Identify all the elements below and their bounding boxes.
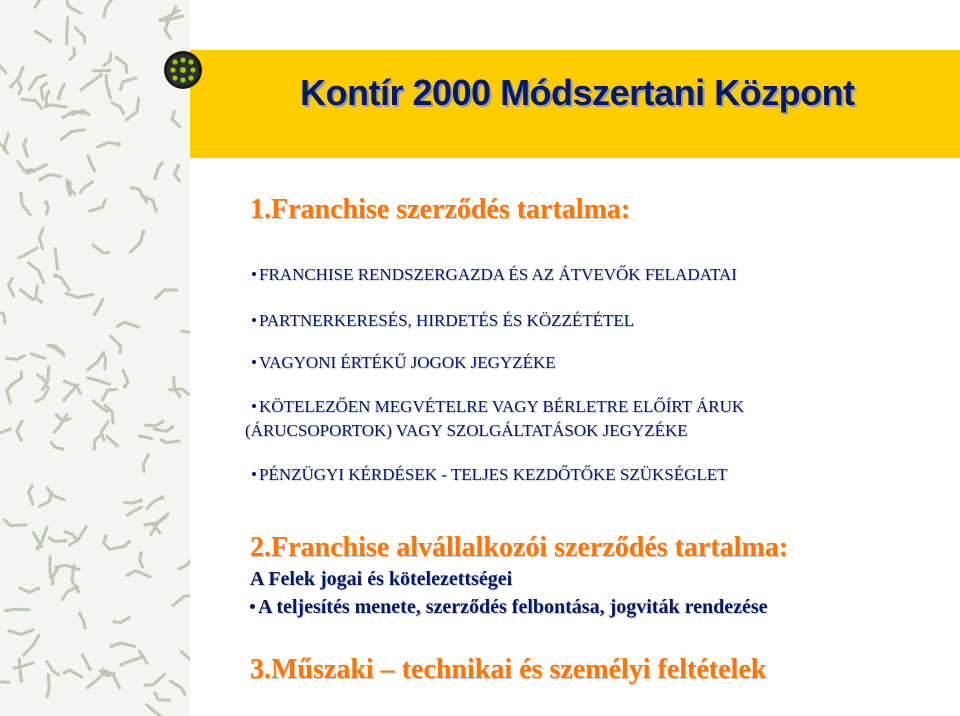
section2-bullet-line: A teljesítés menete, szerződés felbontása, jogviták rendezése	[250, 596, 768, 619]
section1-heading: 1.Franchise szerződés tartalma:	[250, 194, 631, 225]
bullet-dot	[252, 404, 256, 408]
bullet-dot	[252, 472, 256, 476]
content-area	[236, 168, 948, 713]
section3-heading: 3.Műszaki – technikai és személyi feltételek	[250, 654, 767, 685]
section2-heading: 2.Franchise alvállalkozói szerződés tartalma:	[250, 532, 789, 563]
list-item: FRANCHISE RENDSZERGAZDA ÉS AZ ÁTVEVŐK FELADATAI	[252, 264, 737, 286]
list-item: PARTNERKERESÉS, HIRDETÉS ÉS KÖZZÉTÉTEL	[252, 310, 634, 332]
list-item: PÉNZÜGYI KÉRDÉSEK - TELJES KEZDŐTŐKE SZÜKSÉGLET	[252, 464, 728, 486]
bullet-dot	[252, 272, 256, 276]
list-item: VAGYONI ÉRTÉKŰ JOGOK JEGYZÉKE	[252, 352, 556, 374]
molecule-pattern-graphic	[0, 0, 190, 716]
bullet-dot	[252, 318, 256, 322]
logo-icon	[163, 50, 203, 90]
list-item-continuation: (ÁRUCSOPORTOK) VAGY SZOLGÁLTATÁSOK JEGYZÉKE	[245, 421, 688, 440]
bullet-dot	[252, 360, 256, 364]
bullet-dot	[250, 604, 255, 609]
decorative-side-pattern	[0, 0, 190, 716]
section2-line: A Felek jogai és kötelezettségei	[250, 568, 513, 590]
page-title: Kontír 2000 Módszertani Központ	[300, 72, 855, 113]
list-item: KÖTELEZŐEN MEGVÉTELRE VAGY BÉRLETRE ELŐÍRT ÁRUK	[252, 396, 744, 418]
